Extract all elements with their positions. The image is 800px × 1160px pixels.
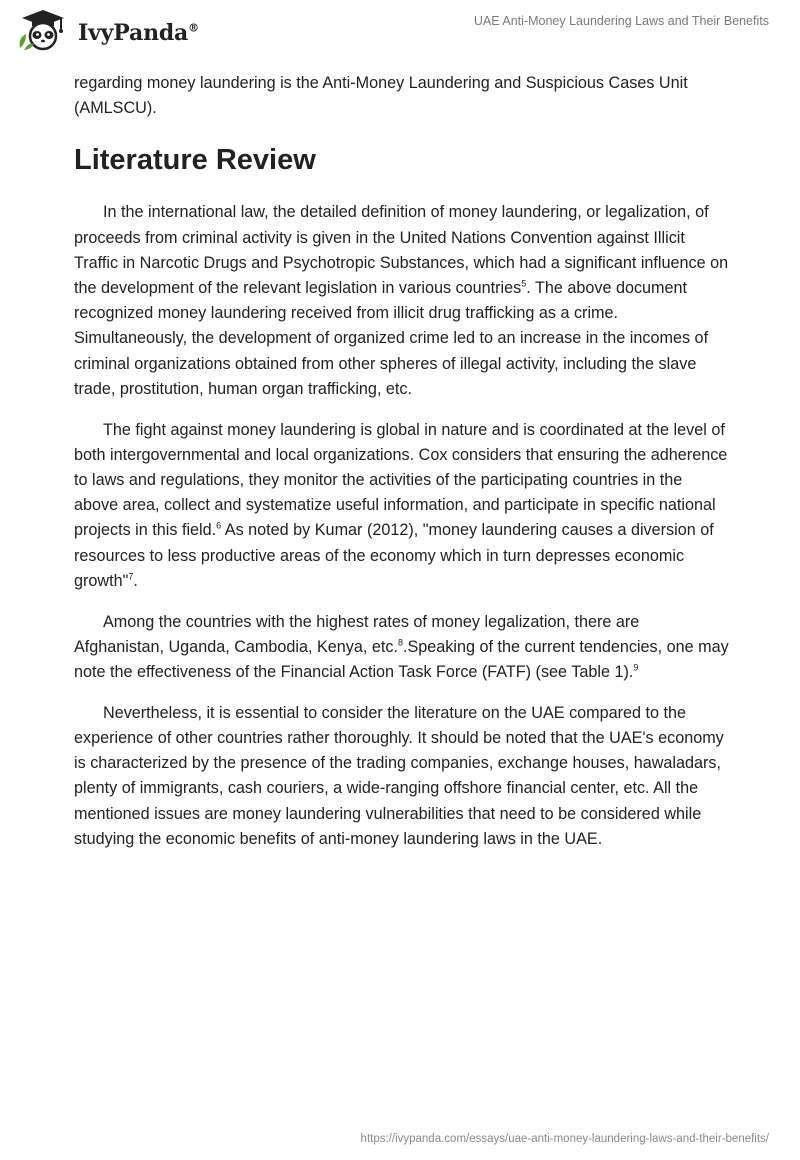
- logo-wordmark: IvyPanda®: [78, 19, 199, 46]
- paragraph-4: Nevertheless, it is essential to consider the literature on the UAE compared to the experience of other countries rather thoroughly. It should be noted that the UAE's economy is characterized by the presence of the trading companies, exchange houses, hawaladars, plenty of immigrants, cash couriers, a wide-ranging offshore financial center, etc. All the mentioned issues are money laundering vulnerabilities that need to be considered while studying the economic benefits of anti-money laundering laws in the UAE.: [74, 703, 724, 848]
- footnote-ref[interactable]: 7: [128, 571, 134, 582]
- page-header: [0, 0, 800, 64]
- footnote-ref[interactable]: 9: [633, 662, 639, 673]
- document-title: UAE Anti-Money Laundering Laws and Their Benefits: [473, 14, 769, 28]
- paragraph-1: In the international law, the detailed definition of money laundering, or legalization, of proceeds from criminal activity is given in the United Nations Convention against Illicit Traffic in Narcotic Drugs and Psychotropic Substances, which had a significant influence on the development of the relevant legislation in various countries$^5$. The above document recognized money laundering received from illicit drug trafficking as a crime. Simultaneously, the development of organized crime led to an increase in the incomes of criminal organizations obtained from other spheres of illegal activity, including the slave trade, prostitution, human organ trafficking, etc.: [74, 203, 729, 398]
- footnote-ref[interactable]: 8: [397, 637, 403, 648]
- panda-graduate-icon: [14, 8, 72, 57]
- section-heading: Literature Review: [74, 144, 316, 177]
- intro-paragraph: regarding money laundering is the Anti-Money Laundering and Suspicious Cases Unit (AMLSCU).: [74, 74, 688, 118]
- source-url[interactable]: https://ivypanda.com/essays/uae-anti-money-laundering-laws-and-their-benefits/: [360, 1133, 769, 1145]
- essay-body: [74, 71, 729, 868]
- footnote-ref[interactable]: 6: [216, 521, 222, 532]
- registered-mark: ®: [188, 21, 199, 35]
- paragraph-2: The fight against money laundering is global in nature and is coordinated at the level of both intergovernmental and local organizations. Cox considers that ensuring the adherence to laws and regulations, they monitor the activities of the participating countries in the above area, collect and systematize useful information, and participate in specific national projects in this field.$^6$ As noted by Kumar (2012), "money laundering causes a diversion of resources to less productive areas of the economy which in turn depresses economic growth"$^7$.: [74, 420, 728, 590]
- paragraph-3: Among the countries with the highest rates of money legalization, there are Afghanistan, Uganda, Cambodia, Kenya, etc.$^8$.Speaking of the current tendencies, one may note the effectiveness of the Financial Action Task Force (FATF) (see Table 1).$^9$: [74, 612, 729, 682]
- footnote-ref[interactable]: 5: [521, 278, 527, 289]
- ivypanda-logo[interactable]: [14, 8, 199, 57]
